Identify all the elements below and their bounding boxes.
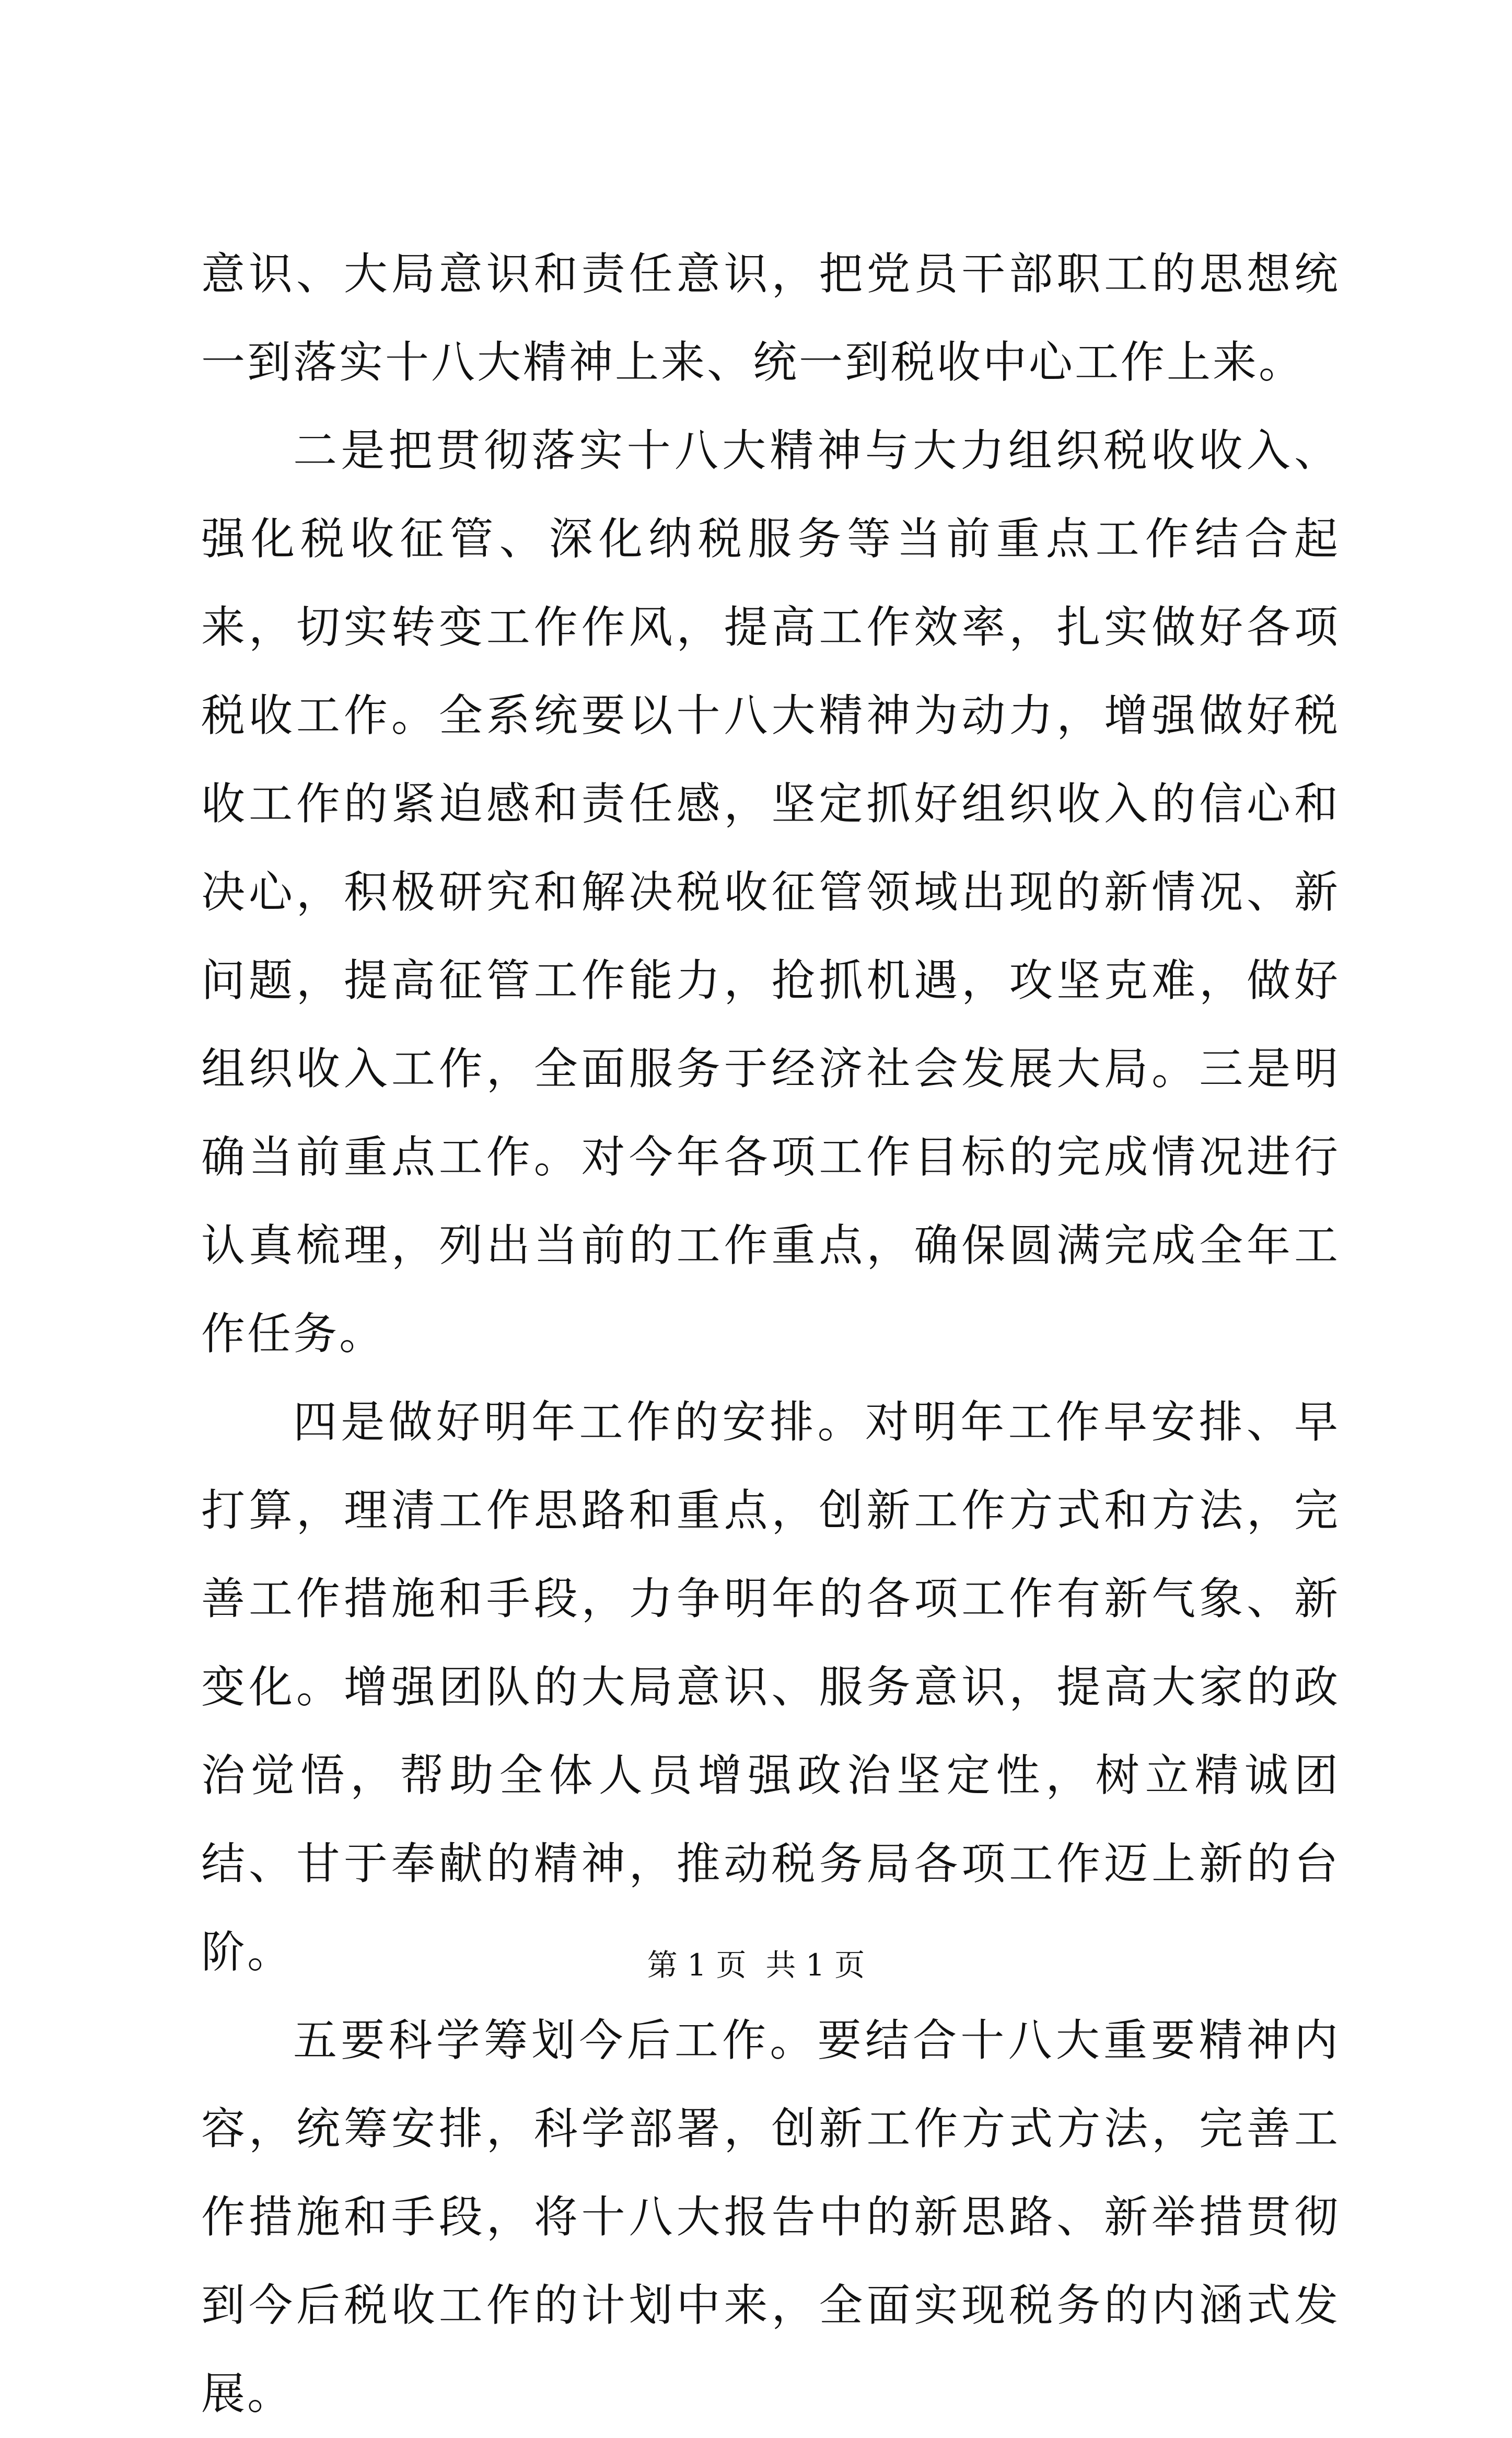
paragraph-point-five: 五要科学筹划今后工作。要结合十八大重要精神内容，统筹安排，科学部署，创新工作方式方法，完善工作措施和手段，将十八大报告中的新思路、新举措贯彻到今后税收工作的计划中来，全面实现税务的内涵式发展。 [201,2015,1340,2419]
paragraph-point-two-three: 二是把贯彻落实十八大精神与大力组织税收收入、强化税收征管、深化纳税服务等当前重点工作结合起来，切实转变工作作风，提高工作效率，扎实做好各项税收工作。全系统要以十八大精神为动力，增强做好税收工作的紧迫感和责任感，坚定抓好组织收入的信心和决心，积极研究和解决税收征管领域出现的新情况、新问题，提高征管工作能力，抢抓机遇，攻坚克难，做好组织收入工作，全面服务于经济社会发展大局。三是明确当前重点工作。对今年各项工作目标的完成情况进行认真梳理，列出当前的工作重点，确保圆满完成全年工作任务。 [201,425,1340,1359]
paragraph-continued: 意识、大局意识和责任意识，把党员干部职工的思想统一到落实十八大精神上来、统一到税收中心工作上来。 [201,248,1340,388]
paragraph-point-four: 四是做好明年工作的安排。对明年工作早安排、早打算，理清工作思路和重点，创新工作方式和方法，完善工作措施和手段，力争明年的各项工作有新气象、新变化。增强团队的大局意识、服务意识，提高大家的政治觉悟，帮助全体人员增强政治坚定性，树立精诚团结、甘于奉献的精神，推动税务局各项工作迈上新的台阶。 [201,1396,1340,1978]
document-body [201,230,1340,2438]
page-number-label: 第 1 页 共 1 页 [647,1947,865,1983]
page-number-footer [0,1944,1512,1986]
